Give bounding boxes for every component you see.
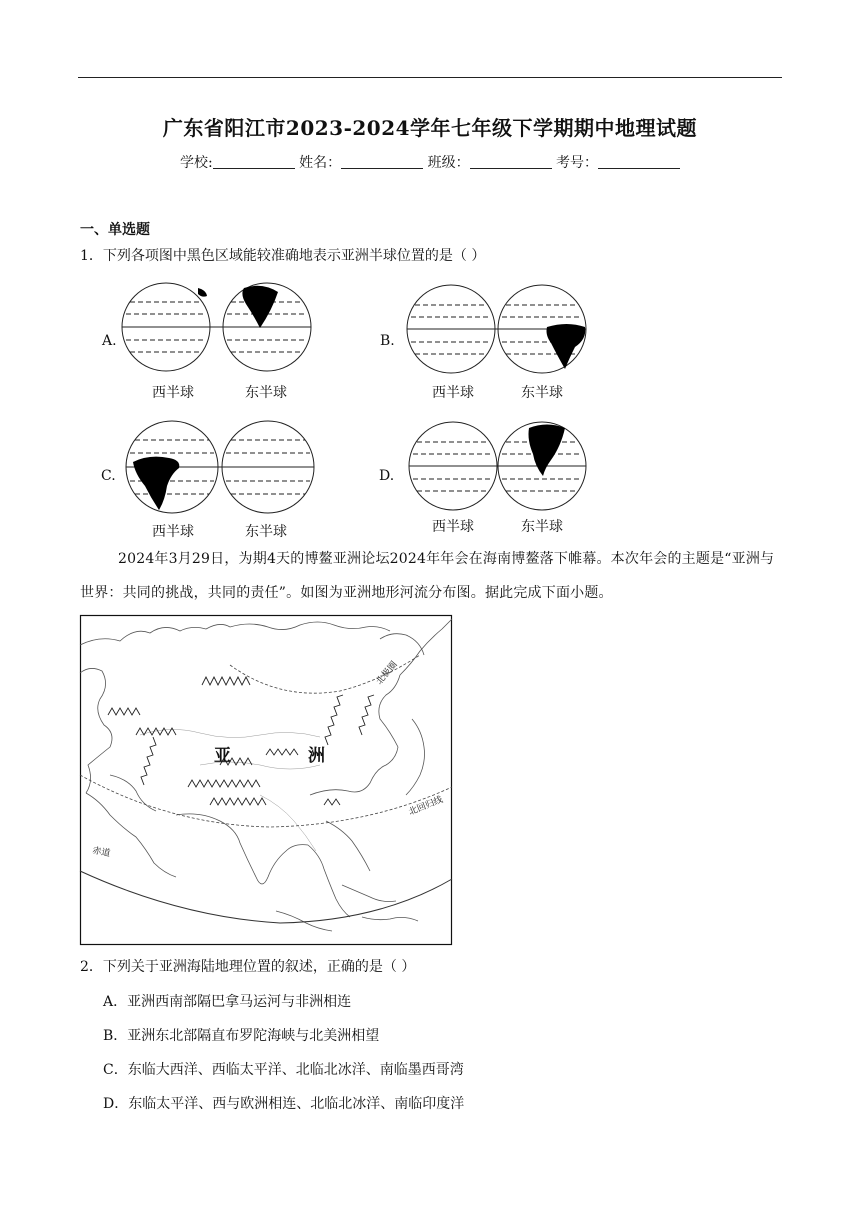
school-label: 学校: <box>179 155 213 171</box>
option-c-hemispheres[interactable] <box>125 420 325 516</box>
section-title: 一、单选题 <box>80 222 150 238</box>
name-blank[interactable] <box>341 154 423 169</box>
exam-number-label: 考号： <box>556 155 599 171</box>
option-b-west-label: 西半球 <box>432 385 474 401</box>
map-label-zhou: 洲 <box>308 746 325 765</box>
student-info-line <box>0 152 860 172</box>
question-2-choice-c[interactable]: C．东临大西洋、西临太平洋、北临北冰洋、南临墨西哥湾 <box>103 1062 464 1078</box>
option-c-letter[interactable]: C. <box>101 468 116 484</box>
question-2-choice-a[interactable]: A．亚洲西南部隔巴拿马运河与非洲相连 <box>103 994 352 1010</box>
option-d-hemispheres[interactable] <box>409 422 609 518</box>
map-label-ya: 亚 <box>214 746 231 765</box>
question-2-choice-d[interactable]: D．东临太平洋、西与欧洲相连、北临北冰洋、南临印度洋 <box>103 1096 465 1112</box>
class-blank[interactable] <box>470 154 552 169</box>
option-d-east-label: 东半球 <box>521 519 563 535</box>
name-label: 姓名： <box>299 155 342 171</box>
passage-text: 2024年3月29日，为期4天的博鳌亚洲论坛2024年年会在海南博鳌落下帷幕。本次年会的主题是“亚洲与世界：共同的挑战，共同的责任”。如图为亚洲地形河流分布图。据此完成下面小题。 <box>80 551 775 601</box>
option-b-letter[interactable]: B. <box>380 333 395 349</box>
school-blank[interactable] <box>213 154 295 169</box>
option-d-west-label: 西半球 <box>432 519 474 535</box>
asia-map <box>80 615 452 945</box>
map-label-arctic-circle: 北极圈 <box>373 659 399 687</box>
option-a-west-label: 西半球 <box>152 385 194 401</box>
option-a-east-label: 东半球 <box>245 385 287 401</box>
class-label: 班级： <box>427 155 470 171</box>
question-2-choice-b[interactable]: B．亚洲东北部隔直布罗陀海峡与北美洲相望 <box>103 1028 380 1044</box>
option-b-hemispheres[interactable] <box>407 285 607 381</box>
map-label-tropic-cancer: 北回归线 <box>407 794 445 817</box>
exam-number-blank[interactable] <box>598 154 680 169</box>
option-a-hemispheres[interactable] <box>122 280 322 376</box>
map-label-equator: 赤道 <box>91 845 112 859</box>
option-a-letter[interactable]: A. <box>102 333 117 349</box>
option-c-east-label: 东半球 <box>245 524 287 540</box>
option-c-west-label: 西半球 <box>152 524 194 540</box>
question-2-stem: 2．下列关于亚洲海陆地理位置的叙述，正确的是（ ） <box>80 959 416 975</box>
option-d-letter[interactable]: D. <box>379 468 395 484</box>
option-b-east-label: 东半球 <box>521 385 563 401</box>
header-rule <box>78 77 782 78</box>
exam-title: 广东省阳江市2023-2024学年七年级下学期期中地理试题 <box>162 116 698 140</box>
question-1-stem: 1．下列各项图中黑色区域能较准确地表示亚洲半球位置的是（ ） <box>80 248 486 264</box>
